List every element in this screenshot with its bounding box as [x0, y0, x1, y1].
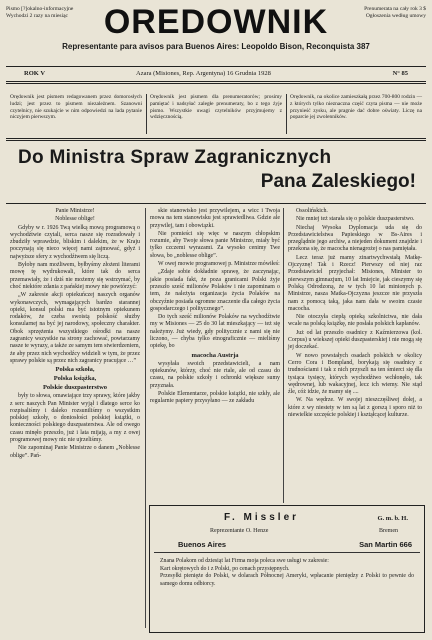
- paragraph: wysyłała swoich przedstawicieli, a nam opiekunów, którzy, choć nie rtale, ale od czasu do czasu, na polskie szkoły i ochronki większe sumy przyznała.: [150, 360, 280, 389]
- paragraph: W owej mowie programowej p. Ministrze mówiłeś:: [158, 261, 280, 268]
- paragraph: Panie Ministrze!: [55, 208, 95, 214]
- issue-bar: [6, 68, 426, 80]
- divider: [6, 83, 426, 84]
- paragraph: Byłoby nam możliwem, byłbyśmy złożeni literami mowę tę wydrukowali, które tak do serca przemawiały, że i dziś nie możemy się wstrzymać, by choć niektóre zdania z pańskiej mowy nie powtórzyć:: [10, 262, 140, 290]
- newspaper-title: OREDOWNIK: [103, 3, 329, 41]
- paragraph: były to słowa, omawiające trzy sprawy, które jakby z serc naszych Pan Minister wyjął i dlatego serce ko rozpisaliśmy i daleko rozsuniliśmy o wszystkim polskiej szkoły, o doniosłości polskiej książki, o konieczności polskiego duszpasterstwa. Ale od owego czasu minęło przeszło, już i lata mijają, a my z owej programowej mowy nic nie ujrzeliśmy.: [10, 393, 140, 444]
- divider: [286, 94, 287, 134]
- paragraph: „W zakresie akcji opiekuńczej naszych organów wykonawczych, wymagających bardzo starannej opieki, konsul polski ma być istotnym opiekunem rodaków, że czeba swoistą polskość służby konsularnej na być jej narodowy, społeczny charakter. Obok sprzężenia wszystkiego ośrodki na nasze zagranicy wszystkie na strony zachować, powtarzamy nasze te wyrazy, a także ze samym tem stwierdzeniem, że aby przez nich wychodźcy widzieli w tym, że przez sprawy polskie są przez nich zagranicy pracujące …”: [10, 292, 140, 364]
- ad-address-city: Buenos Aires: [178, 540, 227, 549]
- paragraph: W nowo powstałych osadach polskich w okolicy Cerro Cora i Bompland, borykają się osadnicy z trudnościami i tak z nich przyszli na ten śmierci się dla tysiąca tysięcy, których wychodźtwo wchłonęło, tak wędrownej, lub wakacyjnej, lecz ich wiemy. Nie stąd źle, cóż idzie, że mamy się ....: [288, 352, 422, 396]
- headline-line-2: Pana Zaleskiego!: [260, 171, 416, 192]
- issue-number: N° 85: [392, 70, 408, 77]
- masthead: [6, 2, 426, 66]
- paragraph: skie stanowisko jest przywilejem, a wicc i Twoja mowa na tem stanowisku jest sprawiedliwa. Gdzie ale przywilej, tam i obowiązki.: [150, 208, 280, 229]
- paragraph: „Zdaje sobie dokładnie sprawę, że zaczynając, jakie posiada fakt, że poza granicami Polski żyje przeszło sześć milionów Polaków i nie zapominam o tem, że należyta organizacja życia Polaków na obczyźnie posiada ogromne znaczenie dla całego życia gospodarczego i politycznego”.: [150, 269, 280, 312]
- paragraph: Noblesse oblige!: [55, 216, 95, 223]
- paragraph: Już od lat przeszło osadnicy z Kaźmierzowa (kol. Corpus) u wiekszej opieki duszpasterskiej i nie mogą się jej doczekać.: [288, 329, 422, 351]
- article-column-2: [150, 208, 280, 406]
- ad-firm-name: F. Missler: [224, 512, 300, 523]
- section-subheading: macocha Austrja: [191, 351, 239, 359]
- paragraph: W. Na wędrze. W swojej nieszczęśliwej dolej, a które z wy niestety w ten są lat z gorszą i sporo niż to niewielkie szczęście polskiej i ksztąłcącej kulturze.: [288, 397, 422, 419]
- section-subheading: Polska książka,: [53, 375, 97, 383]
- paragraph: Nie pomieści się więc w naszym chłopskim rozumie, aby Twoje słowa panie Ministrze, miały być tylko czczemi wyrazami. Za wysoko cenimy Twe słowa, bo „noblesse oblige”.: [150, 230, 280, 259]
- section-subheading: Polska szkoła,: [55, 366, 95, 374]
- section-subheading: Polskie duszpasterstwo: [42, 384, 108, 392]
- masthead-note: Wychodzi 2 razy na miesiąc: [6, 13, 68, 19]
- divider: [6, 140, 426, 141]
- advertisement-box: [149, 505, 425, 633]
- masthead-subtitle: Representante para avisos para Buenos Aires: Leopoldo Bison, Reconquista 387: [62, 42, 370, 51]
- masthead-note: Prenumerata na cały rok 3 $: [364, 6, 426, 12]
- column-divider: [283, 208, 284, 503]
- headline-line-1: Do Ministra Spraw Zagranicznych: [18, 147, 332, 168]
- paragraph: Ossolińskich.: [296, 208, 328, 214]
- article-column-3: [288, 208, 422, 420]
- paragraph: Do tych sześć milionów Polaków na wychodźtwie my w Misiones — 25 do 30 lat mieszkający — też się należymy. Już wiedy, gdy politycznie z nami się nie liczono, — chyba tylko etnograficznie — mieliśmy opiekę, bo: [150, 314, 280, 350]
- masthead-note: Ogłoszenia według umowy: [365, 13, 426, 19]
- ad-representative: Reprezentante O. Henze: [210, 528, 269, 534]
- paragraph: Niechaj Wysoka Dyplomacja uda się do Przedstawicielstwa Papieskiego w Bs-Aires i przeglądnie jego archiw, a niejeden dokument znajdzie i przekona się, że macocha nienagrożej o nas pamiętała.: [288, 224, 422, 253]
- paragraph: Nie mniej też starała się o polskie duszpasterstwo.: [296, 216, 415, 223]
- paragraph: Polskie Elementarze, polskie książki, nie szkły, ale regularnie papiery przysyłano — ze zakładu: [150, 390, 280, 405]
- ad-city: Bremen: [379, 528, 398, 534]
- notice: Orędownik, na okolice zamieszkałą przez 700-800 rodzin — z których tylko nieznaczna część czyta pisma — nie może przynieść zysku, ale pragnie dać dobre oświaty. Liczę na poparcie jej zwolenników.: [290, 94, 422, 121]
- paragraph: Nie otoczyła ciepłą opieką szkolnictwa, nie dała wcale na polską książkę, nie posłała polskich kapłanów.: [288, 314, 422, 328]
- divider: [6, 203, 426, 204]
- ad-text: [160, 558, 414, 588]
- article-column-1: [10, 208, 140, 461]
- ad-address-street: San Martin 666: [359, 540, 412, 549]
- divider: [6, 81, 426, 82]
- paragraph: Gdyby w r. 1926 Twą wielką mową programową o wychodźtwie czytali, serca nasze się rozradowały i zbudziły wprawdzie, bliskim i dalekim, że w Kraju poczynają się nieco więcej nami zajmować, gdyż i najwyższe sfery z wychodźtwem się liczą.: [10, 224, 140, 260]
- volume-label: ROK V: [24, 70, 46, 77]
- divider: [6, 138, 426, 139]
- ad-line: Znana Polakom od dziesiąt lat Firma moja poleca swe usługi w zakresie:: [160, 558, 329, 564]
- divider: [146, 94, 147, 134]
- paragraph: Lecz teraz już mamy zinartwychwstałą Matkę-Ojczyznę! Tak i Rzecz! Pierwszy od niej raz Przedstawiciel przyjechał: Misiones, Minister to pierwszym gimnazjum, 10 lat Imiejcie, jak cieszymy się Polską Odrodzoną, że w tych 10 lat minionych p. Ministrze, nasza Matka-Ojczyzna jeszcze nie przyszła nam z pomocą taką, jaka nam dała w swoim czasie macocha.: [288, 254, 422, 312]
- place-date: Azara (Misiones, Rep. Argentyna) 16 Grudnia 1928: [136, 70, 271, 77]
- divider: [6, 66, 426, 67]
- headline: [6, 145, 426, 201]
- column-divider: [145, 208, 146, 628]
- notice: Orędownik jest pismem dla prenumeratorów; prosimy pamiętać i nadsyłać zaległe prenumeraty, bo z tego żyje pismo. Wszystkie uwagi czytelników przyjmujemy z wdzięcznością.: [150, 94, 282, 121]
- ad-line: Kart okrętowych do i z Polski, po cenach przystępnych.: [160, 565, 290, 572]
- ad-company-type: G. m. b. H.: [377, 515, 408, 522]
- notice: Orędownik jest pismem redagowanem przez domorosłych ludzi; jest przez to pismem niezależnem. Szanowni czytelnicy, nie szukajcie w nim odpowiedzi na lada pytanie niczyjem pierwszym.: [10, 94, 142, 121]
- paragraph: Nie zapominaj Panie Ministrze o danem „Noblesse oblige”. Pań-: [10, 445, 140, 459]
- divider: [154, 552, 420, 553]
- masthead-note: Pismo [?]okalno-informacyjne: [6, 6, 74, 12]
- notices-row: [6, 94, 426, 134]
- ad-line: Przesyłki pienięże do Polski, w dolarach Północnej Ameryki, wpłacanie pieniędzy z Polski to pewnie do samego domu odbiorcy.: [160, 573, 414, 587]
- masthead-right-notes: [306, 6, 426, 20]
